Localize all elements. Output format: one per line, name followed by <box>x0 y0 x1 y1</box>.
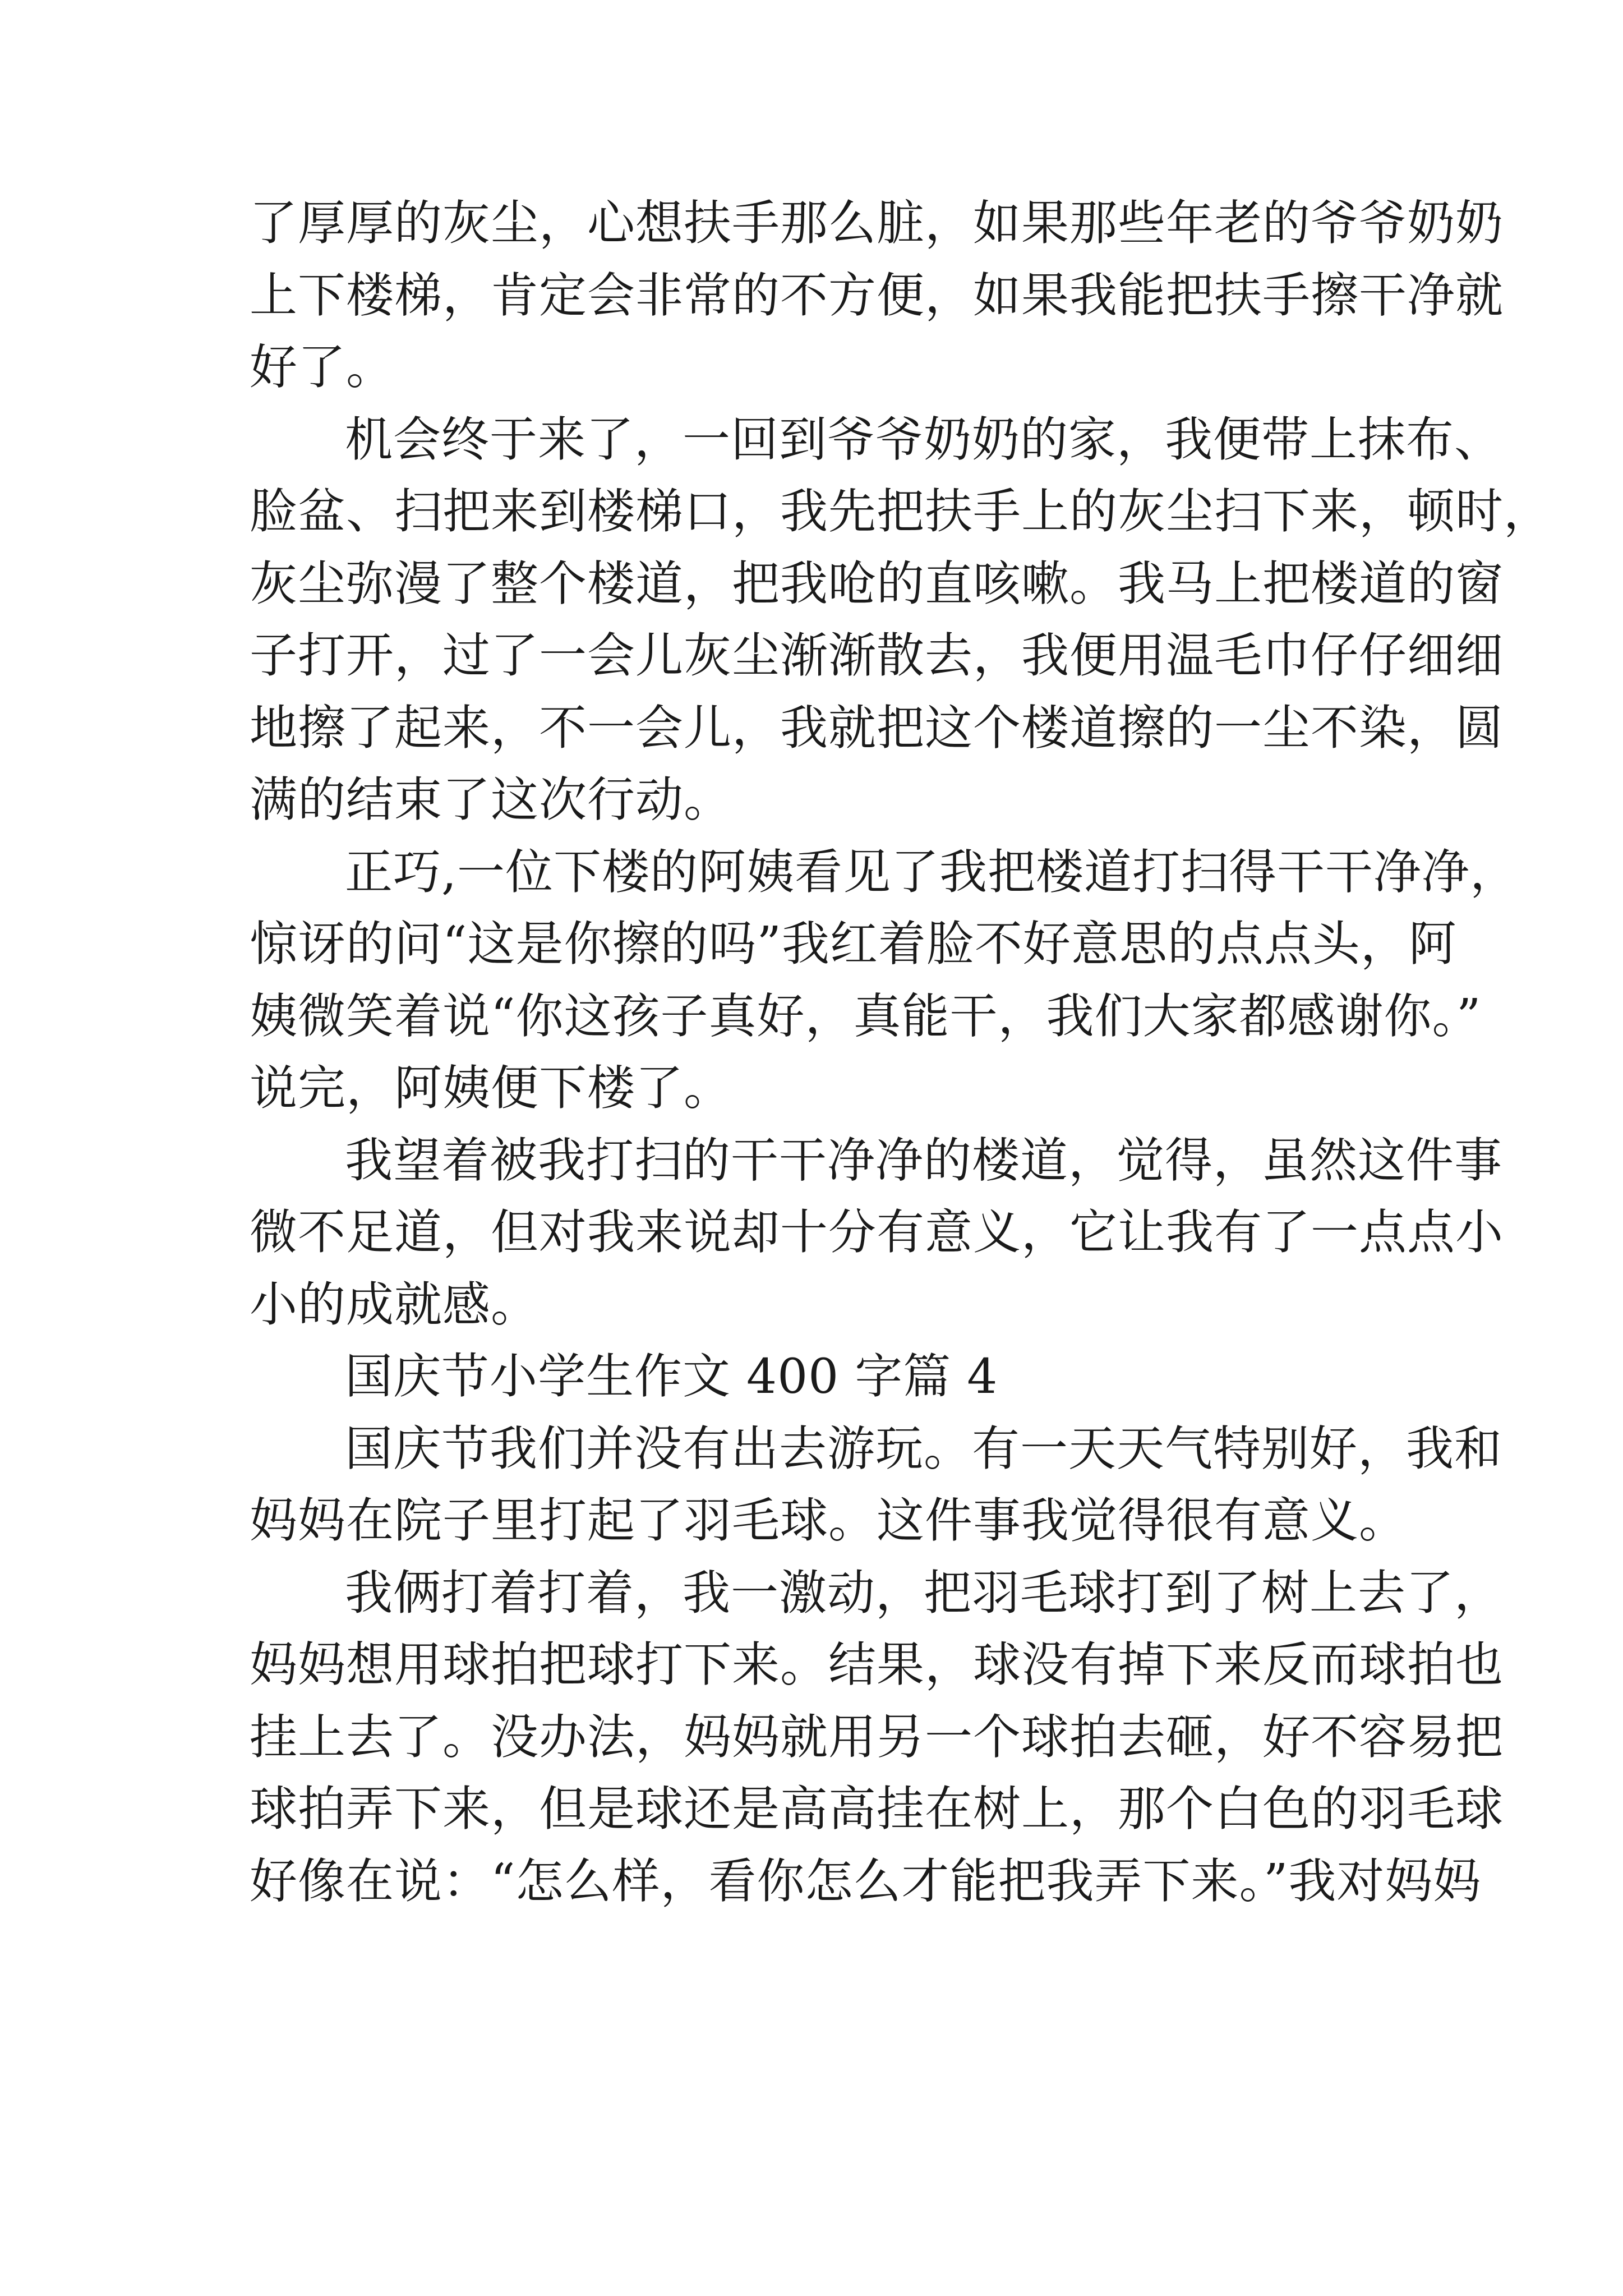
document-body <box>250 188 1552 1918</box>
text-line: 正巧,一位下楼的阿姨看见了我把楼道打扫得干干净净， <box>345 844 1519 900</box>
text-line: 妈妈在院子里打起了羽毛球。这件事我觉得很有意义。 <box>250 1493 1408 1549</box>
text-line: 挂上去了。没办法，妈妈就用另一个球拍去砸，好不容易把 <box>250 1709 1504 1765</box>
text-line: 子打开，过了一会儿灰尘渐渐散去，我便用温毛巾仔仔细细 <box>250 628 1504 684</box>
text-line: 灰尘弥漫了整个楼道，把我呛的直咳嗽。我马上把楼道的窗 <box>250 556 1504 612</box>
text-line: 我望着被我打扫的干干净净的楼道，觉得，虽然这件事 <box>345 1133 1503 1189</box>
text-line: 妈妈想用球拍把球打下来。结果，球没有掉下来反而球拍也 <box>250 1637 1504 1693</box>
paragraph <box>250 1558 1504 1918</box>
section-heading <box>250 1341 1394 1414</box>
text-line: 脸盆、扫把来到楼梯口，我先把扶手上的灰尘扫下来，顿时， <box>250 484 1552 540</box>
text-line: 微不足道，但对我来说却十分有意义，它让我有了一点点小 <box>250 1205 1504 1260</box>
text-line: 球拍弄下来，但是球还是高高挂在树上，那个白色的羽毛球 <box>250 1782 1504 1837</box>
text-line: 姨微笑着说“你这孩子真好，真能干，我们大家都感谢你。” <box>250 988 1482 1045</box>
paragraph <box>250 404 1552 837</box>
paragraph <box>250 1125 1504 1342</box>
paragraph <box>250 188 1504 404</box>
text-line: 满的结束了这次行动。 <box>250 772 732 828</box>
text-line: 地擦了起来，不一会儿，我就把这个楼道擦的一尘不染，圆 <box>250 700 1504 756</box>
text-line: 好了。 <box>250 340 395 395</box>
text-line: 机会终于来了，一回到爷爷奶奶的家，我便带上抹布、 <box>345 412 1503 468</box>
heading-text: 国庆节小学生作文 400 字篇 4 <box>345 1349 998 1405</box>
text-line: 我俩打着打着，我一激动，把羽毛球打到了树上去了， <box>345 1565 1503 1621</box>
text-line: 了厚厚的灰尘，心想扶手那么脏，如果那些年老的爷爷奶奶 <box>250 196 1504 251</box>
text-line: 小的成就感。 <box>250 1277 540 1333</box>
paragraph <box>250 837 1519 1125</box>
text-line: 国庆节我们并没有出去游玩。有一天天气特别好，我和 <box>345 1421 1503 1477</box>
text-line: 说完，阿姨便下楼了。 <box>250 1061 732 1116</box>
text-line: 惊讶的问“这是你擦的吗”我红着脸不好意思的点点头，阿 <box>250 917 1457 972</box>
text-line: 上下楼梯，肯定会非常的不方便，如果我能把扶手擦干净就 <box>250 268 1504 324</box>
paragraph <box>250 1414 1503 1558</box>
text-line: 好像在说：“怎么样，看你怎么才能把我弄下来。”我对妈妈 <box>250 1853 1482 1910</box>
